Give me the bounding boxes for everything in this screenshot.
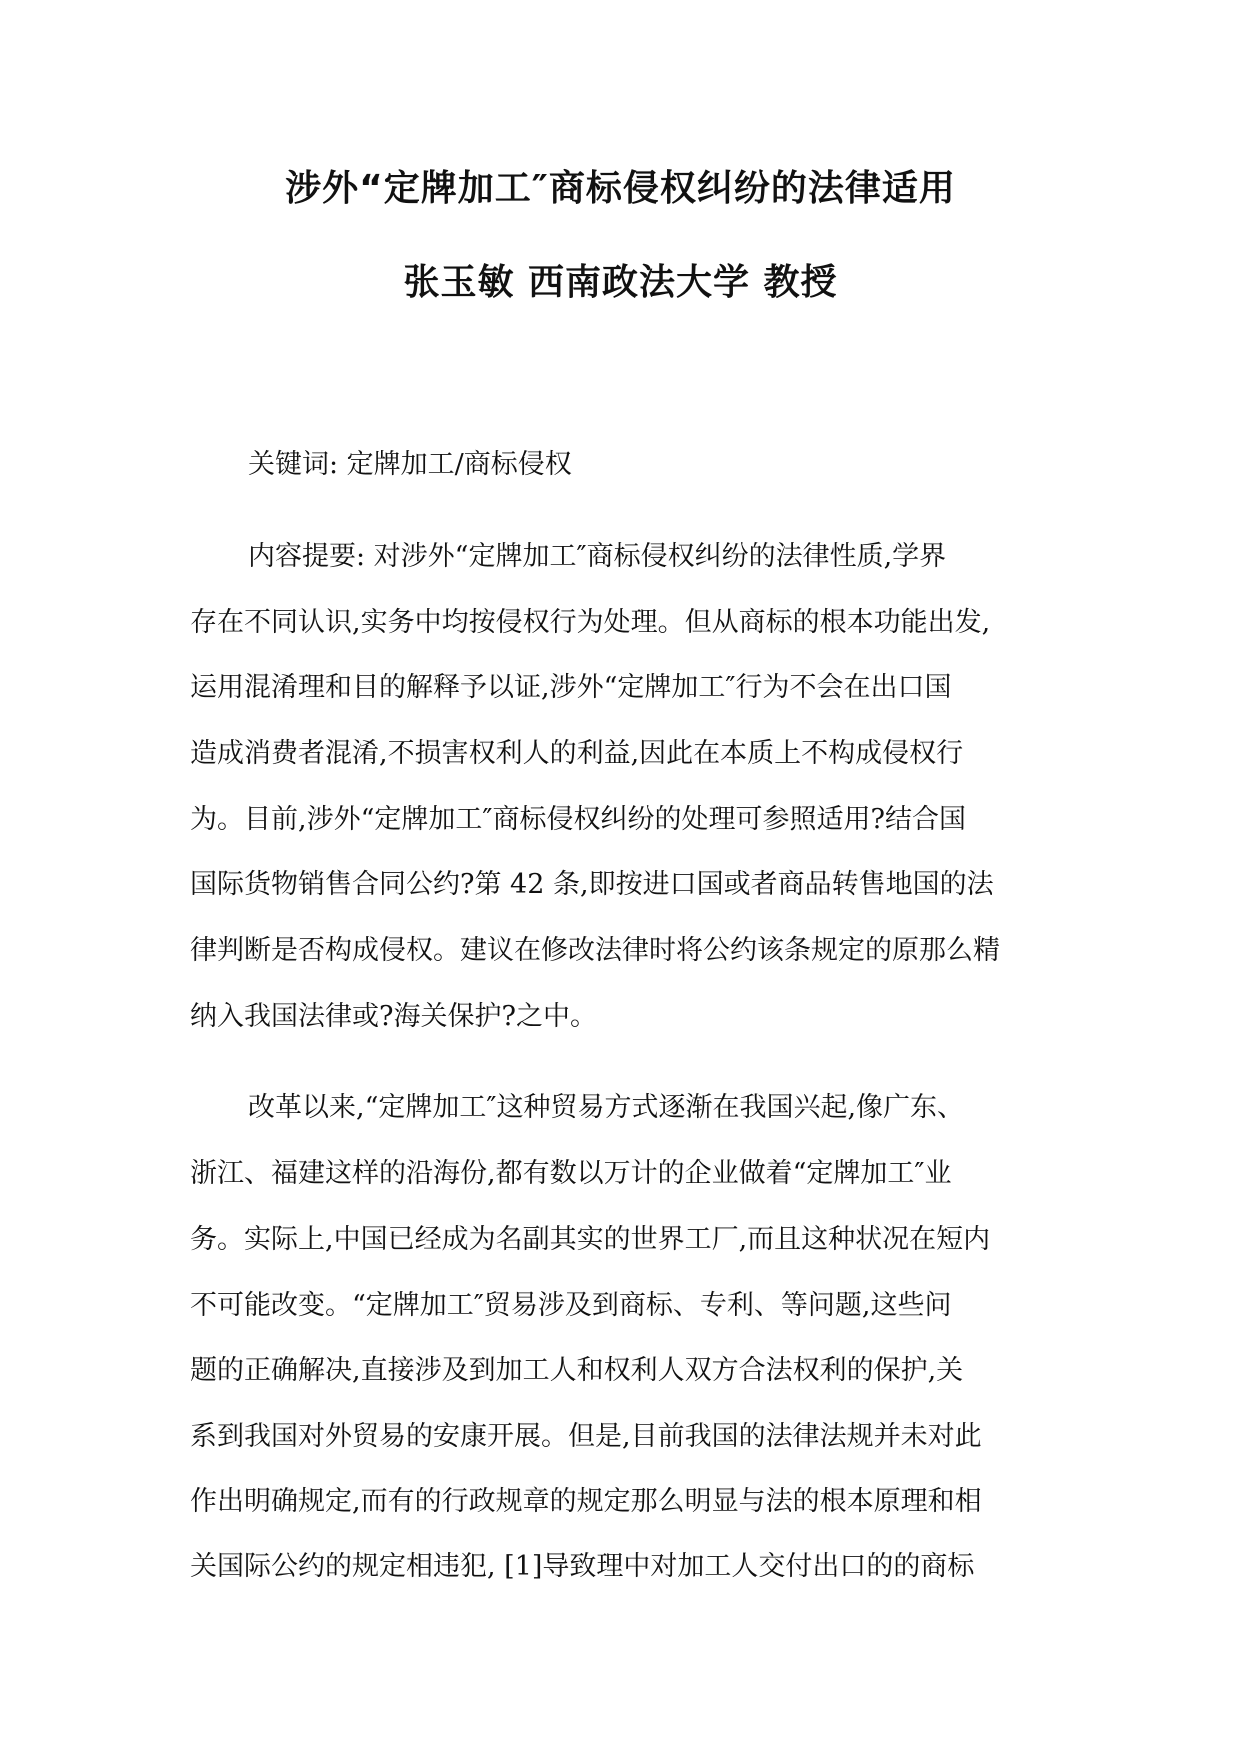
body-line: 题的正确解决,直接涉及到加工人和权利人双方合法权利的保护,关 [190,1355,964,1386]
body-line: 关国际公约的规定相违犯, [1]导致理中对加工人交付出口的的商标 [190,1551,975,1582]
abstract-line: 国际货物销售合同公约?第 42 条,即按进口国或者商品转售地国的法 [190,869,994,900]
abstract-line: 造成消费者混淆,不损害权利人的利益,因此在本质上不构成侵权行 [190,738,964,769]
body-line: 浙江、福建这样的沿海份,都有数以万计的企业做着“定牌加工″业 [190,1158,952,1189]
body-line: 作出明确规定,而有的行政规章的规定那么明显与法的根本原理和相 [190,1486,982,1517]
abstract-line: 内容提要: 对涉外“定牌加工″商标侵权纠纷的法律性质,学界 [248,541,947,572]
body-line: 系到我国对外贸易的安康开展。但是,目前我国的法律法规并未对此 [190,1421,982,1452]
abstract-line: 为。目前,涉外“定牌加工″商标侵权纠纷的处理可参照适用?结合国 [190,804,966,835]
abstract-line: 存在不同认识,实务中均按侵权行为处理。但从商标的根本功能出发, [190,607,991,638]
abstract-line: 纳入我国法律或?海关保护?之中。 [190,1001,597,1032]
abstract-line: 律判断是否构成侵权。建议在修改法律时将公约该条规定的原那么精 [190,935,1000,966]
body-line: 务。实际上,中国已经成为名副其实的世界工厂,而且这种状况在短内 [190,1224,991,1255]
author-line: 张玉敏 西南政法大学 教授 [403,262,838,303]
body-line: 不可能改变。“定牌加工″贸易涉及到商标、专利、等问题,这些问 [190,1290,952,1321]
keywords-line: 关键词: 定牌加工/商标侵权 [248,449,572,480]
abstract-line: 运用混淆理和目的解释予以证,涉外“定牌加工″行为不会在出口国 [190,672,952,703]
body-line: 改革以来,“定牌加工″这种贸易方式逐渐在我国兴起,像广东、 [248,1092,965,1123]
document-title: 涉外“定牌加工″商标侵权纠纷的法律适用 [285,168,956,209]
